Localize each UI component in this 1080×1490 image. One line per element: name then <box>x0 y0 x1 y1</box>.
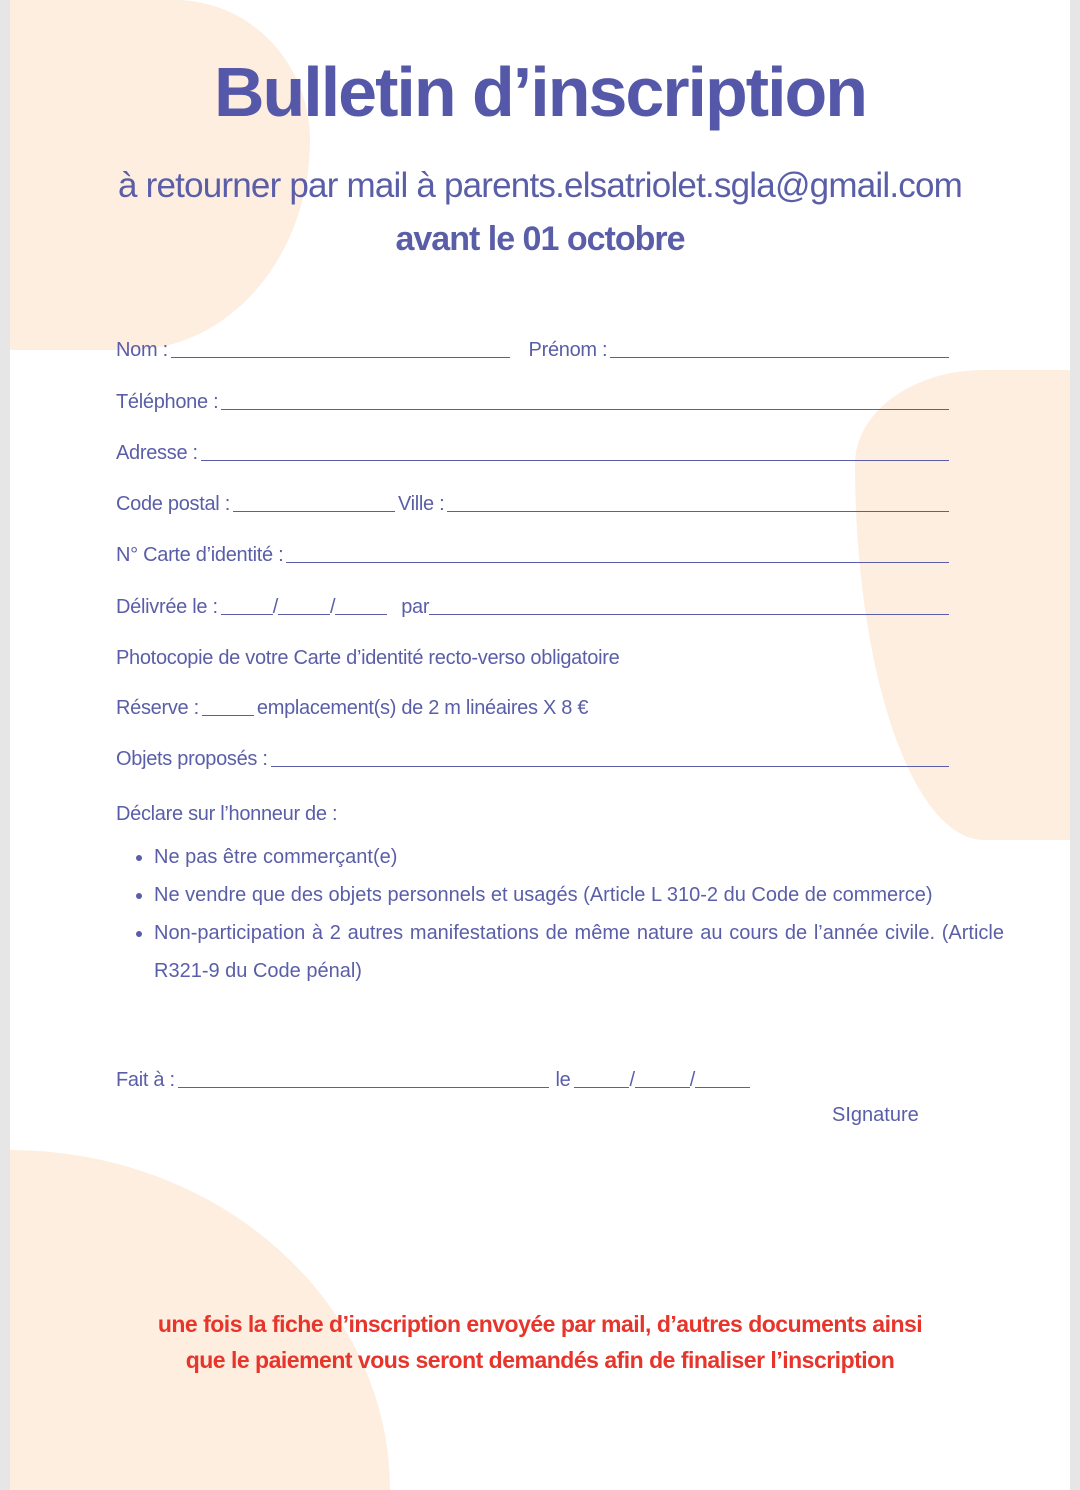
date-separator: / <box>689 1069 695 1091</box>
nom-field[interactable] <box>171 337 510 358</box>
delivree-year-field[interactable] <box>335 594 387 615</box>
declaration-item: • Non-participation à 2 autres manifestations de même nature au cours de l’année civile. (Article R321-9 du Code pénal) <box>154 914 1004 990</box>
return-instruction: à retourner par mail à parents.elsatriolet.sgla@gmail.com <box>118 166 962 205</box>
date-year-field[interactable] <box>695 1067 750 1088</box>
adresse-field[interactable] <box>201 440 949 461</box>
declare-heading: Déclare sur l’honneur de : <box>116 803 338 825</box>
reserve-field[interactable] <box>202 695 254 716</box>
le-label: le <box>555 1069 571 1091</box>
date-separator: / <box>329 596 336 618</box>
notice-line: que le paiement vous seront demandés afin de finaliser l’inscription <box>185 1347 895 1373</box>
photocopie-note: Photocopie de votre Carte d’identité recto-verso obligatoire <box>116 647 620 669</box>
ville-field[interactable] <box>447 491 949 512</box>
declaration-item: • Ne pas être commerçant(e) <box>154 838 1004 876</box>
telephone-label: Téléphone : <box>116 391 219 413</box>
delivree-label: Délivrée le : <box>116 596 218 618</box>
reserve-label: Réserve : <box>116 697 199 719</box>
nom-label: Nom : <box>116 339 168 361</box>
declaration-list <box>116 838 1004 990</box>
telephone-field[interactable] <box>221 389 949 410</box>
form-page <box>10 0 1070 1490</box>
page-title: Bulletin d’inscription <box>213 53 867 131</box>
prenom-label: Prénom : <box>528 339 608 361</box>
prenom-field[interactable] <box>610 337 949 358</box>
date-month-field[interactable] <box>635 1067 690 1088</box>
notice <box>10 1306 1070 1378</box>
objets-field[interactable] <box>271 746 949 767</box>
fait-field[interactable] <box>178 1067 549 1088</box>
delivree-day-field[interactable] <box>221 594 273 615</box>
par-field[interactable] <box>429 594 949 615</box>
fait-label: Fait à : <box>116 1069 175 1091</box>
objets-label: Objets proposés : <box>116 748 268 770</box>
date-separator: / <box>272 596 278 618</box>
date-separator: / <box>629 1069 635 1091</box>
signature-label: SIgnature <box>832 1104 919 1126</box>
par-label: par <box>401 596 430 618</box>
adresse-label: Adresse : <box>116 442 198 464</box>
date-day-field[interactable] <box>574 1067 629 1088</box>
declaration-item: • Ne vendre que des objets personnels et usagés (Article L 310-2 du Code de commerce) <box>154 876 1004 914</box>
carte-field[interactable] <box>286 542 949 563</box>
carte-label: N° Carte d’identité : <box>116 544 284 566</box>
reserve-suffix: emplacement(s) de 2 m linéaires X 8 € <box>256 697 589 719</box>
code-postal-label: Code postal : <box>116 493 230 515</box>
deadline: avant le 01 octobre <box>395 220 685 258</box>
notice-line: une fois la fiche d’inscription envoyée par mail, d’autres documents ainsi <box>157 1311 923 1337</box>
delivree-month-field[interactable] <box>278 594 330 615</box>
ville-label: Ville : <box>397 493 445 515</box>
code-postal-field[interactable] <box>233 491 395 512</box>
